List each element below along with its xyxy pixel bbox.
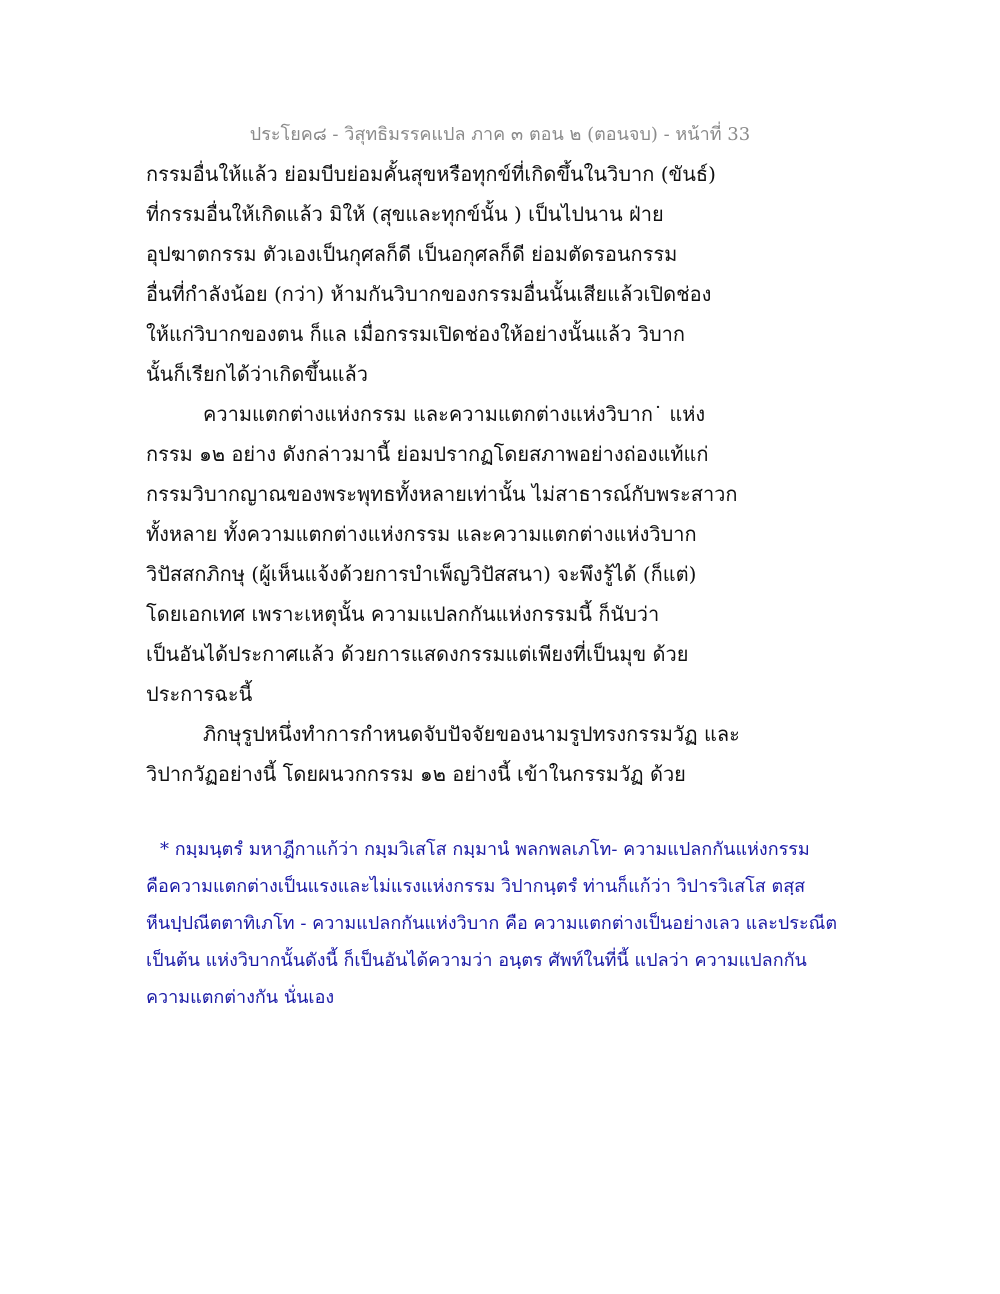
body-line: วิปากวัฏอย่างนี้ โดยผนวกกรรม ๑๒ อย่างนี้ เข้าในกรรมวัฏ ด้วย <box>146 762 686 786</box>
paragraph-first-line: ภิกษุรูปหนึ่งทำการกำหนดจับปัจจัยของนามรูปทรงกรรมวัฏ และ <box>203 722 740 746</box>
footnote-line: ความแตกต่างกัน นั่นเอง <box>146 987 335 1008</box>
body-line: อื่นที่กำลังน้อย (กว่า) ห้ามกันวิบากของกรรมอื่นนั้นเสียแล้วเปิดช่อง <box>146 282 712 306</box>
body-line: กรรมวิบากญาณของพระพุทธทั้งหลายเท่านั้น ไม่สาธารณ์กับพระสาวก <box>146 482 738 506</box>
main-body <box>146 156 866 796</box>
paragraph-first-line: ความแตกต่างแห่งกรรม และความแตกต่างแห่งวิบาก˙ แห่ง <box>203 402 706 426</box>
body-line: นั้นก็เรียกได้ว่าเกิดขึ้นแล้ว <box>146 362 369 386</box>
footnote-line: คือความแตกต่างเป็นแรงและไม่แรงแห่งกรรม วิปากนฺตรํ ท่านก็แก้ว่า วิปารวิเสโส ตสฺส <box>146 876 806 897</box>
body-line: ทั้งหลาย ทั้งความแตกต่างแห่งกรรม และความแตกต่างแห่งวิบาก <box>146 522 697 546</box>
body-line: ประการฉะนี้ <box>146 682 253 706</box>
body-line: กรรม ๑๒ อย่าง ดังกล่าวมานี้ ย่อมปรากฏโดยสภาพอย่างถ่องแท้แก่ <box>146 442 709 466</box>
footnote <box>146 834 866 1019</box>
body-line: โดยเอกเทศ เพราะเหตุนั้น ความแปลกกันแห่งกรรมนี้ ก็นับว่า <box>146 602 660 626</box>
footnote-line: หีนปฺปณีตตาทิเภโท - ความแปลกกันแห่งวิบาก คือ ความแตกต่างเป็นอย่างเลว และประณีต <box>146 913 838 934</box>
running-head: ประโยค๘ - วิสุทธิมรรคแปล ภาค ๓ ตอน ๒ (ตอนจบ) - หน้าที่ 33 <box>249 124 751 145</box>
body-line: วิปัสสกภิกษุ (ผู้เห็นแจ้งด้วยการบำเพ็ญวิปัสสนา) จะพึงรู้ได้ (ก็แต่) <box>146 562 697 586</box>
body-line: ที่กรรมอื่นให้เกิดแล้ว มิให้ (สุขและทุกข์นั้น ) เป็นไปนาน ฝ่าย <box>146 202 664 226</box>
footnote-line: * กมฺมนฺตรํ มหาฎีกาแก้ว่า กมฺมวิเสโส กมฺมานํ พลกพลเภโท- ความแปลกกันแห่งกรรม <box>160 839 810 860</box>
body-line: กรรมอื่นให้แล้ว ย่อมบีบย่อมคั้นสุขหรือทุกข์ที่เกิดขึ้นในวิบาก (ขันธ์) <box>146 162 716 186</box>
body-line: ให้แก่วิบากของตน ก็แล เมื่อกรรมเปิดช่องให้อย่างนั้นแล้ว วิบาก <box>146 322 685 346</box>
footnote-line: เป็นต้น แห่งวิบากนั้นดังนี้ ก็เป็นอันได้ความว่า อนฺตร ศัพท์ในที่นี้ แปลว่า ความแปลกกัน <box>146 950 807 971</box>
body-line: เป็นอันได้ประกาศแล้ว ด้วยการแสดงกรรมแต่เพียงที่เป็นมุข ด้วย <box>146 642 689 666</box>
body-line: อุปฆาตกรรม ตัวเองเป็นกุศลก็ดี เป็นอกุศลก็ดี ย่อมตัดรอนกรรม <box>146 242 678 266</box>
